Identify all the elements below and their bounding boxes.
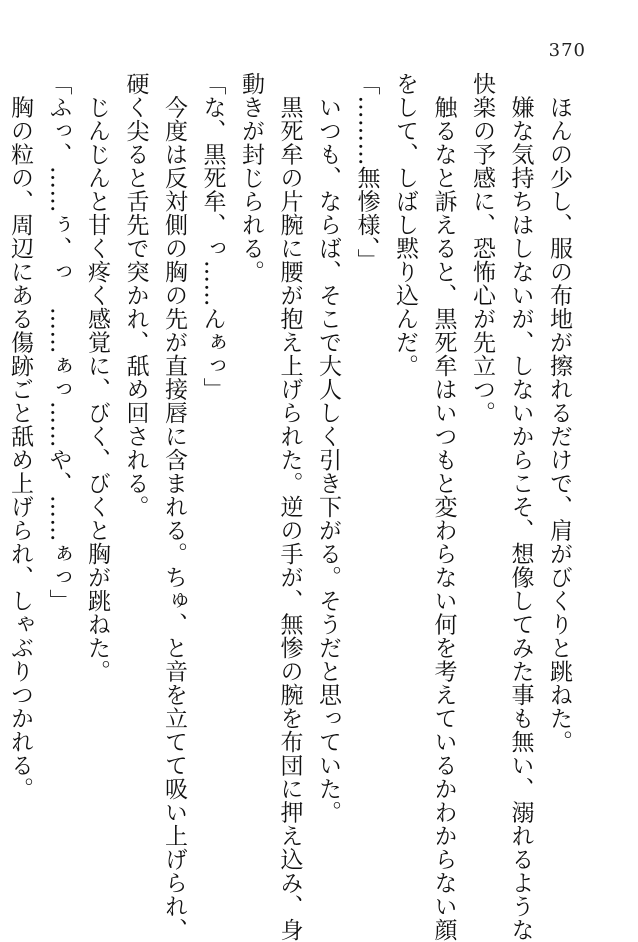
text-line: 動きが封じられる。 — [238, 72, 264, 284]
text-line: 快楽の予感に、恐怖心が先立つ。 — [469, 72, 495, 425]
text-line: 「な、黒死牟、っ……んぁっ」 — [199, 72, 226, 401]
text-line: 「………無惨様、」 — [353, 72, 380, 272]
page-number: 370 — [548, 40, 586, 61]
text-line: 胸の粒の、周辺にある傷跡ごと舐め上げられ、しゃぶりつかれる。 — [7, 72, 33, 801]
text-line: ほんの少し、服の布地が擦れるだけで、肩がびくりと跳ねた。 — [546, 72, 572, 754]
text-line — [0, 72, 1, 852]
text-line: 硬く尖ると舌先で突かれ、舐め回される。 — [122, 72, 149, 519]
text-line: 今度は反対側の胸の先が直接唇に含まれる。ちゅ、と音を立てて吸い上げられ、 — [161, 72, 187, 942]
text-line: じんじんと甘く疼く感覚に、びく、びくと胸が跳ねた。 — [84, 72, 110, 683]
text-line: 黒死牟の片腕に腰が抱え上げられた。逆の手が、無惨の腕を布団に押え込み、身 — [276, 72, 303, 942]
vertical-text-block — [0, 72, 578, 942]
text-line: 触るなと訴えると、黒死牟はいつもと変わらない何を考えているかわからない顔 — [430, 72, 457, 942]
text-line: 「ふっ、……ぅ、っ ……ぁっ……や、……ぁっ」 — [45, 72, 72, 613]
text-line: 嫌な気持ちはしないが、しないからこそ、想像してみた事も無い、溺れるような — [507, 72, 534, 942]
text-line: いつも、ならば、そこで大人しく引き下がる。そうだと思っていた。 — [315, 72, 341, 824]
text-line: をして、しばし黙り込んだ。 — [392, 72, 418, 378]
